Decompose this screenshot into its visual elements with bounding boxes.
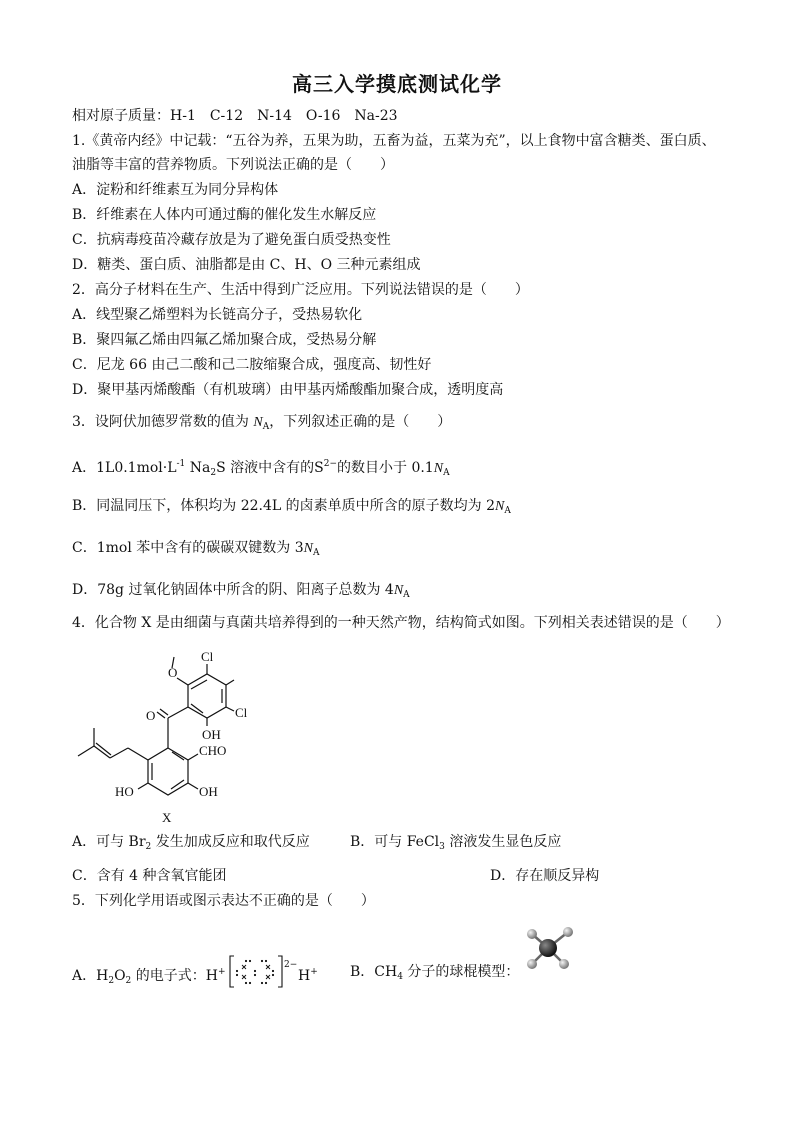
q5-a-plus2: + xyxy=(310,967,318,977)
compound-x-structure xyxy=(70,640,270,830)
q3-b-text: B．同温同压下，体积均为 22.4L 的卤素单质中所含的原子数均为 2 xyxy=(72,498,496,514)
q4-option-c[interactable]: C．含有 4 种含氧官能团 xyxy=(72,868,227,884)
methane-ball-stick-model xyxy=(520,922,578,974)
lower-benzene-ring xyxy=(148,748,188,795)
q3-a-sub2: 2 xyxy=(210,468,217,478)
q2-option-b[interactable]: B．聚四氟乙烯由四氟乙烯加聚合成，受热易分解 xyxy=(72,332,377,348)
q4-a-pre: A．可与 Br xyxy=(72,834,146,850)
q4-option-a[interactable] xyxy=(72,832,310,857)
carbon-atom xyxy=(539,939,557,957)
q5-b-post: 分子的球棍模型： xyxy=(402,964,520,980)
q3-a-sup1: -1 xyxy=(176,459,186,469)
structure-labels xyxy=(115,649,248,825)
q3-option-d[interactable] xyxy=(72,580,410,605)
label-ho: HO xyxy=(115,784,134,799)
q5-option-b[interactable] xyxy=(350,962,519,987)
q3-a-part1: A．1L0.1mol·L xyxy=(72,460,177,476)
hydrogen-atom xyxy=(563,927,573,937)
q1-option-a[interactable]: A．淀粉和纤维素互为同分异构体 xyxy=(72,182,279,198)
q5-a-sub1: 2 xyxy=(108,976,115,986)
q5-a-pre: A．H xyxy=(72,968,109,984)
q3-stem-post: ，下列叙述正确的是（ ） xyxy=(269,414,452,430)
label-o-methoxy: O xyxy=(168,665,178,680)
q2-option-a[interactable]: A．线型聚乙烯塑料为长链高分子，受热易软化 xyxy=(72,307,363,323)
q1-stem-1: 1.《黄帝内经》中记载：“五谷为养，五果为助，五畜为益，五菜为充”，以上食物中富含糖类、蛋白质、 xyxy=(72,133,716,149)
q3-a-part3: S 溶液中含有的S xyxy=(216,460,324,476)
na-subscript: A xyxy=(504,506,511,516)
na-symbol: N xyxy=(495,499,505,514)
label-oh-lower: OH xyxy=(199,784,218,799)
q3-stem xyxy=(72,412,451,437)
q4-option-b[interactable] xyxy=(350,832,561,857)
q3-a-part2: Na xyxy=(185,460,211,476)
hydrogen-atom xyxy=(527,929,537,939)
q4-a-post: 发生加成反应和取代反应 xyxy=(151,834,310,850)
q1-option-d[interactable]: D．糖类、蛋白质、油脂都是由 C、H、O 三种元素组成 xyxy=(72,257,421,273)
q5-b-pre: B．CH xyxy=(350,964,398,980)
electron-dots xyxy=(236,960,274,984)
q4-a-sub: 2 xyxy=(145,842,152,852)
q4-stem: 4．化合物 X 是由细菌与真菌共培养得到的一种天然产物，结构简式如图。下列相关表述错误的是（ ） xyxy=(72,615,730,631)
na-subscript: A xyxy=(312,548,320,558)
q4-b-pre: B．可与 FeCl xyxy=(350,834,440,850)
hydrogen-atom xyxy=(559,959,569,969)
q1-option-c[interactable]: C．抗病毒疫苗冷藏存放是为了避免蛋白质受热变性 xyxy=(72,232,391,248)
q3-a-part4: 的数目小于 0.1 xyxy=(337,460,434,476)
q5-a-h2 xyxy=(298,962,318,986)
label-x: X xyxy=(162,810,172,825)
q5-a-mid: O xyxy=(114,968,126,984)
q5-a-sub2: 2 xyxy=(125,976,132,986)
q4-option-d[interactable]: D．存在顺反异构 xyxy=(490,868,600,884)
label-o-ketone: O xyxy=(146,708,156,723)
q3-stem-pre: 3．设阿伏加德罗常数的值为 xyxy=(72,414,254,430)
na-symbol: N xyxy=(433,461,444,476)
q3-a-sup2: 2− xyxy=(323,459,337,469)
electron-crosses xyxy=(242,965,270,979)
na-subscript: A xyxy=(262,422,270,432)
na-symbol: N xyxy=(393,583,404,598)
q2-option-d[interactable]: D．聚甲基丙烯酸酯（有机玻璃）由甲基丙烯酸酯加聚合成，透明度高 xyxy=(72,382,504,398)
q5-a-post: 的电子式：H xyxy=(131,968,218,984)
label-cl-top: Cl xyxy=(201,649,214,664)
q5-option-a[interactable] xyxy=(72,962,226,991)
q5-stem: 5．下列化学用语或图示表达不正确的是（ ） xyxy=(72,893,375,909)
q4-b-post: 溶液发生显色反应 xyxy=(444,834,562,850)
label-cl-right: Cl xyxy=(235,705,248,720)
q5-a-h2-symbol: H xyxy=(298,968,311,984)
hydrogen-atom xyxy=(527,959,537,969)
q1-option-b[interactable]: B．纤维素在人体内可通过酶的催化发生水解反应 xyxy=(72,207,377,223)
q4-b-sub: 3 xyxy=(439,842,445,852)
na-subscript: A xyxy=(403,590,410,600)
q3-d-text: D．78g 过氧化钠固体中所含的阴、阳离子总数为 4 xyxy=(72,582,394,598)
label-oh-upper: OH xyxy=(202,727,221,742)
peroxide-electron-dot-formula xyxy=(228,953,292,991)
q5-a-charge: 2− xyxy=(284,960,298,970)
q3-option-a[interactable] xyxy=(72,454,450,483)
atomic-masses: 相对原子质量：H-1 C-12 N-14 O-16 Na-23 xyxy=(72,108,398,124)
structure-bonds xyxy=(78,657,234,795)
na-symbol: N xyxy=(253,415,263,430)
na-subscript: A xyxy=(443,468,450,478)
q2-option-c[interactable]: C．尼龙 66 由己二酸和己二胺缩聚合成，强度高、韧性好 xyxy=(72,357,432,373)
q5-a-plus1: + xyxy=(217,967,226,977)
q3-option-c[interactable] xyxy=(72,538,319,563)
q3-c-text: C．1mol 苯中含有的碳碳双键数为 3 xyxy=(72,540,304,556)
q1-stem-2: 油脂等丰富的营养物质。下列说法正确的是（ ） xyxy=(72,157,394,173)
q5-b-sub: 4 xyxy=(397,972,403,982)
q3-option-b[interactable] xyxy=(72,496,511,521)
q2-stem: 2．高分子材料在生产、生活中得到广泛应用。下列说法错误的是（ ） xyxy=(72,282,529,298)
page-title: 高三入学摸底测试化学 xyxy=(292,72,502,96)
na-symbol: N xyxy=(303,541,313,556)
label-cho: CHO xyxy=(199,743,227,758)
